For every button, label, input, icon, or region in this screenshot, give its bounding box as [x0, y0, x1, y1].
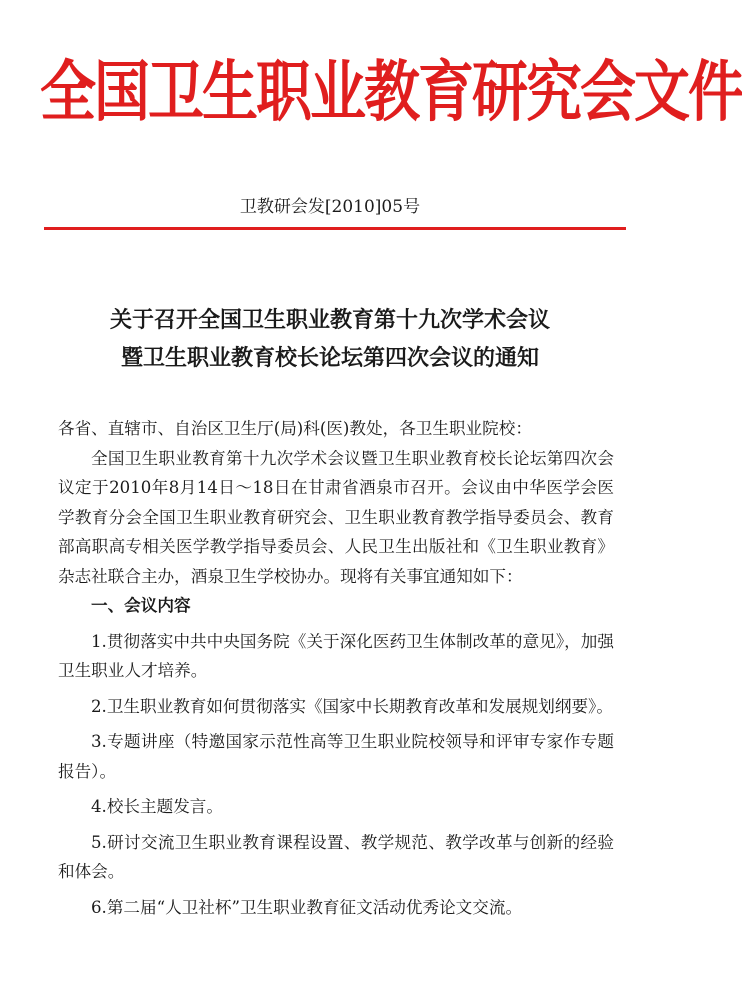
- content-item-2: 2.卫生职业教育如何贯彻落实《国家中长期教育改革和发展规划纲要》。: [91, 696, 613, 716]
- section-heading-meeting-content: 一、会议内容: [91, 596, 191, 615]
- notice-title: [0, 302, 660, 378]
- intro-paragraph: 全国卫生职业教育第十九次学术会议暨卫生职业教育校长论坛第四次会议定于2010年8月14日～18日在甘肃省酒泉市召开。会议由中华医学会医学教育分会全国卫生职业教育研究会、卫生职业教育教学指导委员会、教育部高职高专相关医学教学指导委员会、人民卫生出版社和《卫生职业教育》杂志社联合主办，酒泉卫生学校协办。现将有关事宜通知如下：: [58, 448, 614, 586]
- red-divider-line: [44, 227, 626, 230]
- document-number: 卫教研会发[2010]05号: [239, 197, 421, 217]
- notice-title-line-1: 关于召开全国卫生职业教育第十九次学术会议: [109, 308, 550, 333]
- document-header-title: 全国卫生职业教育研究会文件: [40, 54, 742, 132]
- content-item-3: 3.专题讲座（特邀国家示范性高等卫生职业院校领导和评审专家作专题报告）。: [58, 732, 614, 781]
- notice-body: [58, 414, 614, 922]
- salutation: 各省、直辖市、自治区卫生厅(局)科(医)教处，各卫生职业院校：: [58, 419, 532, 438]
- content-item-6: 6.第二届“人卫社杯”卫生职业教育征文活动优秀论文交流。: [91, 897, 523, 917]
- notice-title-line-2: 暨卫生职业教育校长论坛第四次会议的通知: [120, 346, 539, 371]
- content-item-1: 1.贯彻落实中共中央国务院《关于深化医药卫生体制改革的意见》，加强卫生职业人才培养。: [58, 631, 614, 680]
- content-item-4: 4.校长主题发言。: [91, 797, 223, 816]
- content-item-5: 5.研讨交流卫生职业教育课程设置、教学规范、教学改革与创新的经验和体会。: [58, 832, 614, 881]
